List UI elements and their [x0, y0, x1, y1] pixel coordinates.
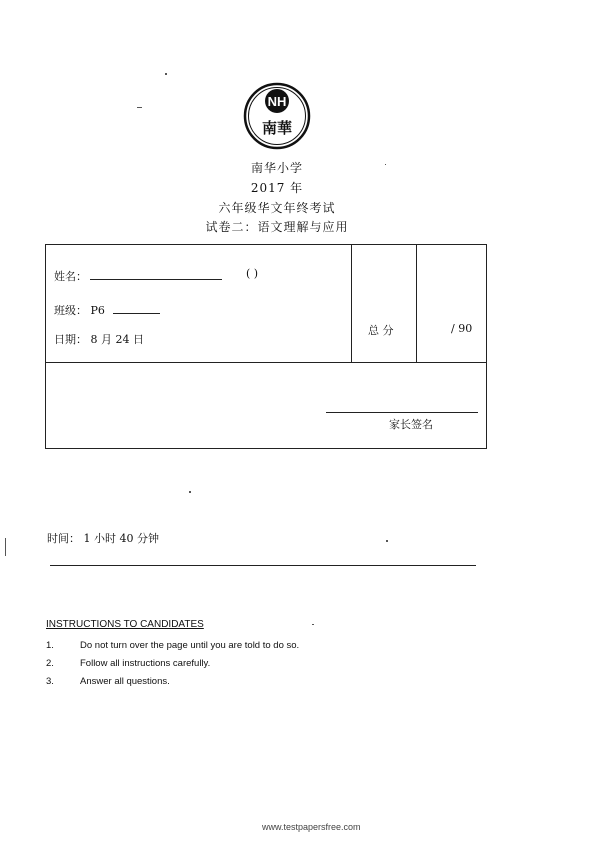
total-score-max: / 90: [451, 322, 473, 335]
class-number-paren: ( ): [246, 267, 259, 280]
name-label: 姓名：: [54, 270, 87, 283]
instructions-heading: INSTRUCTIONS TO CANDIDATES: [46, 619, 204, 630]
scan-speck: [165, 73, 167, 75]
class-field[interactable]: [113, 313, 160, 314]
scan-speck: [312, 624, 314, 625]
instruction-text: Do not turn over the page until you are told to do so.: [80, 640, 300, 651]
instruction-number: 1.: [46, 640, 54, 651]
instruction-text: Follow all instructions carefully.: [80, 658, 211, 669]
box-divider: [46, 362, 486, 363]
scan-speck: [189, 491, 191, 493]
scan-edge-mark: [5, 538, 6, 556]
box-divider: [351, 245, 352, 363]
name-field[interactable]: [90, 279, 222, 280]
scan-speck: [137, 107, 142, 108]
scan-speck: [385, 164, 386, 165]
time-allowed: 时间： 1 小时 40 分钟: [47, 532, 159, 545]
student-info-box: [45, 244, 487, 449]
exam-title: 六年级华文年终考试: [218, 201, 336, 215]
logo-name: 南華: [261, 119, 293, 137]
footer-watermark: www.testpapersfree.com: [262, 822, 361, 832]
scan-speck: [386, 540, 388, 542]
separator-rule: [50, 565, 476, 566]
total-score-label: 总 分: [368, 324, 394, 337]
paper-title: 试卷二：语文理解与应用: [205, 220, 349, 234]
box-divider: [416, 245, 417, 363]
class-label: 班级： P6: [54, 304, 105, 317]
school-name: 南华小学: [250, 161, 303, 175]
school-logo: [243, 82, 311, 150]
instruction-number: 2.: [46, 658, 54, 669]
date-label: 日期： 8 月 24 日: [54, 333, 144, 346]
parent-signature-label: 家长签名: [389, 418, 433, 431]
instruction-text: Answer all questions.: [80, 676, 170, 687]
logo-monogram: NH: [267, 94, 287, 109]
exam-year: 2017 年: [250, 181, 304, 195]
parent-signature-field[interactable]: [326, 412, 478, 413]
instruction-number: 3.: [46, 676, 54, 687]
